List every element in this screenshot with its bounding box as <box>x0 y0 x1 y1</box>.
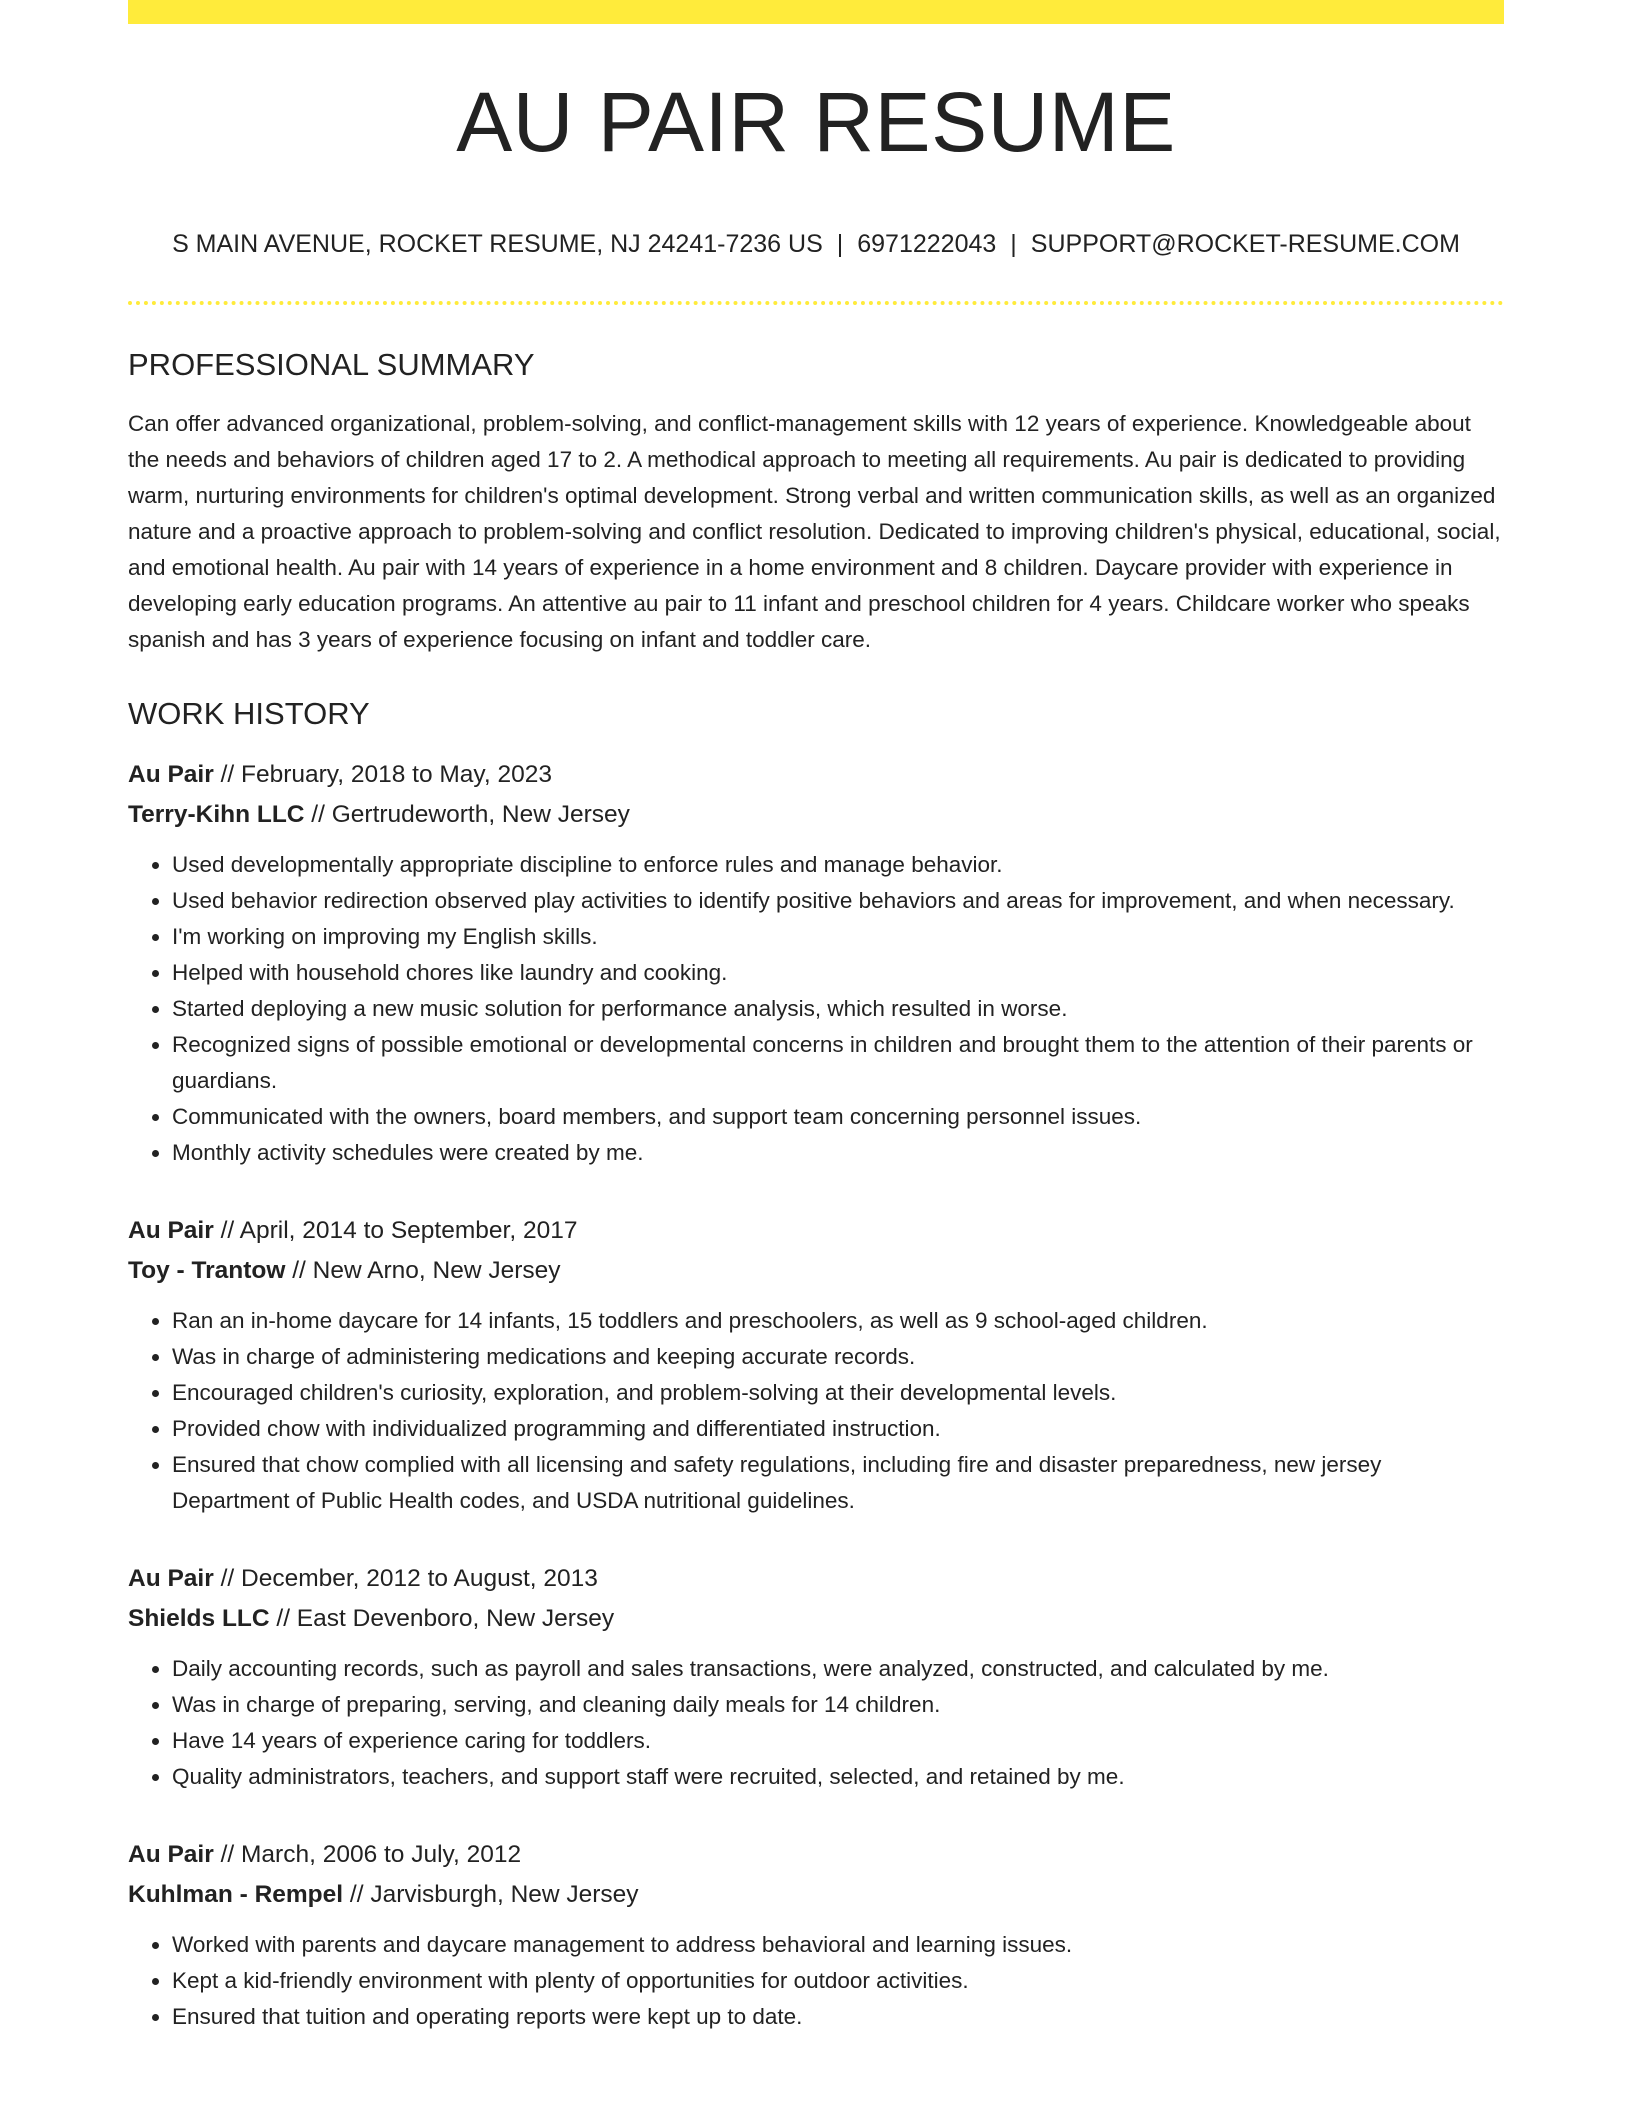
contact-separator: | <box>1010 230 1017 258</box>
job-bullet: • Kept a kid-friendly environment with plenty of opportunities for outdoor activities. <box>172 1963 1504 1999</box>
contact-address: S MAIN AVENUE, ROCKET RESUME, NJ 24241-7236 US <box>172 230 823 258</box>
work-history-list <box>128 755 1504 2035</box>
header-divider <box>128 301 1504 305</box>
job-title: Au Pair <box>128 1841 214 1868</box>
job-bullet: • Communicated with the owners, board members, and support team concerning personnel issues. <box>172 1099 1504 1135</box>
contact-line <box>128 232 1504 257</box>
job-company-line <box>128 1875 1504 1915</box>
job-title-line <box>128 1835 1504 1875</box>
job-bullet: • Ensured that chow complied with all licensing and safety regulations, including fire and disaster preparedness, new jersey Department of Public Health codes, and USDA nutritional guidelines. <box>172 1447 1504 1519</box>
job-location: // New Arno, New Jersey <box>285 1257 561 1284</box>
job-entry <box>128 1835 1504 2035</box>
job-entry <box>128 755 1504 1171</box>
job-title-line <box>128 1211 1504 1251</box>
job-dates: // April, 2014 to September, 2017 <box>213 1217 578 1244</box>
job-bullet: • Ran an in-home daycare for 14 infants, 15 toddlers and preschoolers, as well as 9 school-aged children. <box>172 1303 1504 1339</box>
job-title-line <box>128 1559 1504 1599</box>
job-bullet: • Used behavior redirection observed play activities to identify positive behaviors and areas for improvement, and when necessary. <box>172 883 1504 919</box>
contact-phone: 6971222043 <box>857 230 997 258</box>
job-company-line <box>128 795 1504 835</box>
work-history-heading: WORK HISTORY <box>128 696 370 731</box>
job-bullet: • Quality administrators, teachers, and support staff were recruited, selected, and retained by me. <box>172 1759 1504 1795</box>
job-company-line <box>128 1599 1504 1639</box>
job-bullet: • Used developmentally appropriate discipline to enforce rules and manage behavior. <box>172 847 1504 883</box>
summary-text: Can offer advanced organizational, problem-solving, and conflict-management skills with 12 years of experience. Knowledgeable about the needs and behaviors of children aged 17 to 2. A methodical approach to meeting all requirements. Au pair is dedicated to providing warm, nurturing environments for children's optimal development. Strong verbal and written communication skills, as well as an organized nature and a proactive approach to problem-solving and conflict resolution. Dedicated to improving children's physical, educational, social, and emotional health. Au pair with 14 years of experience in a home environment and 8 children. Daycare provider with experience in developing early education programs. An attentive au pair to 11 infant and preschool children for 4 years. Childcare worker who speaks spanish and has 3 years of experience focusing on infant and toddler care. <box>128 411 1501 652</box>
job-bullet: • Encouraged children's curiosity, exploration, and problem-solving at their developmental levels. <box>172 1375 1504 1411</box>
top-accent-bar <box>128 0 1504 24</box>
summary-heading: PROFESSIONAL SUMMARY <box>128 347 535 382</box>
job-company: Terry-Kihn LLC <box>128 801 305 828</box>
job-bullet-list <box>128 1927 1504 2035</box>
job-bullet-list <box>128 1303 1504 1519</box>
job-dates: // December, 2012 to August, 2013 <box>213 1565 598 1592</box>
job-title: Au Pair <box>128 1565 214 1592</box>
job-bullet: • Helped with household chores like laundry and cooking. <box>172 955 1504 991</box>
job-location: // East Devenboro, New Jersey <box>269 1605 615 1632</box>
job-bullet: • Have 14 years of experience caring for toddlers. <box>172 1723 1504 1759</box>
contact-separator: | <box>836 230 844 258</box>
job-location: // Jarvisburgh, New Jersey <box>343 1881 639 1908</box>
job-bullet: • Was in charge of preparing, serving, and cleaning daily meals for 14 children. <box>172 1687 1504 1723</box>
job-bullet: • Was in charge of administering medications and keeping accurate records. <box>172 1339 1504 1375</box>
job-bullet: • Started deploying a new music solution for performance analysis, which resulted in worse. <box>172 991 1504 1027</box>
job-bullet: • Ensured that tuition and operating reports were kept up to date. <box>172 1999 1504 2035</box>
job-bullet: • Monthly activity schedules were created by me. <box>172 1135 1504 1171</box>
job-dates: // February, 2018 to May, 2023 <box>213 761 552 788</box>
job-company: Toy - Trantow <box>128 1257 286 1284</box>
job-title: Au Pair <box>128 1217 214 1244</box>
job-entry <box>128 1211 1504 1519</box>
job-entry <box>128 1559 1504 1795</box>
resume-page <box>128 0 1504 2035</box>
job-location: // Gertrudeworth, New Jersey <box>304 801 630 828</box>
job-bullet: • I'm working on improving my English skills. <box>172 919 1504 955</box>
job-company-line <box>128 1251 1504 1291</box>
job-title: Au Pair <box>128 761 214 788</box>
job-dates: // March, 2006 to July, 2012 <box>213 1841 522 1868</box>
job-bullet-list <box>128 847 1504 1171</box>
job-company: Kuhlman - Rempel <box>128 1881 344 1908</box>
job-bullet-list <box>128 1651 1504 1795</box>
job-bullet: • Worked with parents and daycare management to address behavioral and learning issues. <box>172 1927 1504 1963</box>
job-company: Shields LLC <box>128 1605 270 1632</box>
job-bullet: • Daily accounting records, such as payroll and sales transactions, were analyzed, constructed, and calculated by me. <box>172 1651 1504 1687</box>
job-bullet: • Recognized signs of possible emotional or developmental concerns in children and brought them to the attention of their parents or guardians. <box>172 1027 1504 1099</box>
job-bullet: • Provided chow with individualized programming and differentiated instruction. <box>172 1411 1504 1447</box>
contact-email: SUPPORT@ROCKET-RESUME.COM <box>1030 230 1460 258</box>
resume-title: AU PAIR RESUME <box>456 75 1176 169</box>
job-title-line <box>128 755 1504 795</box>
